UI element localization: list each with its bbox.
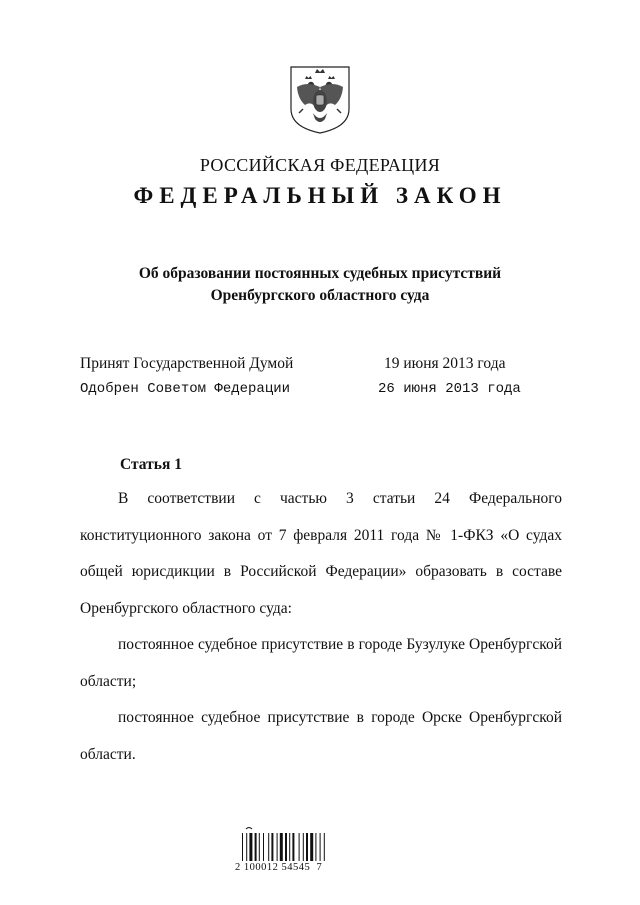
council-approval-date: 26 июня 2013 года — [378, 381, 521, 397]
law-subject — [0, 263, 640, 307]
document-type-heading: ФЕДЕРАЛЬНЫЙ ЗАКОН — [133, 183, 507, 208]
article-list-item: постоянное судебное присутствие в городе Бузулуке Оренбургской области; — [80, 636, 562, 690]
article-paragraph: В соответствии с частью 3 статьи 24 Федерального конституционного закона от 7 февраля 2011 года № 1-ФКЗ «О судах общей юрисдикции в Российской Федерации» образовать в составе Оренбургского областного суда: — [80, 490, 562, 617]
coat-of-arms-icon — [289, 65, 351, 135]
article-list-item: постоянное судебное присутствие в городе Орске Оренбургской области. — [80, 709, 562, 763]
barcode-number: 2 100012 54545 7 — [235, 862, 323, 873]
law-subject-line: Оренбургского областного суда — [210, 287, 430, 304]
duma-adoption-label: Принят Государственной Думой — [80, 355, 294, 372]
council-approval-label: Одобрен Советом Федерации — [80, 381, 291, 397]
article-title: Статья 1 — [120, 456, 182, 473]
law-subject-line: Об образовании постоянных судебных присутствий — [138, 265, 502, 282]
country-heading: РОССИЙСКАЯ ФЕДЕРАЦИЯ — [199, 155, 441, 175]
duma-adoption-date: 19 июня 2013 года — [384, 355, 506, 372]
article-body — [80, 481, 562, 773]
